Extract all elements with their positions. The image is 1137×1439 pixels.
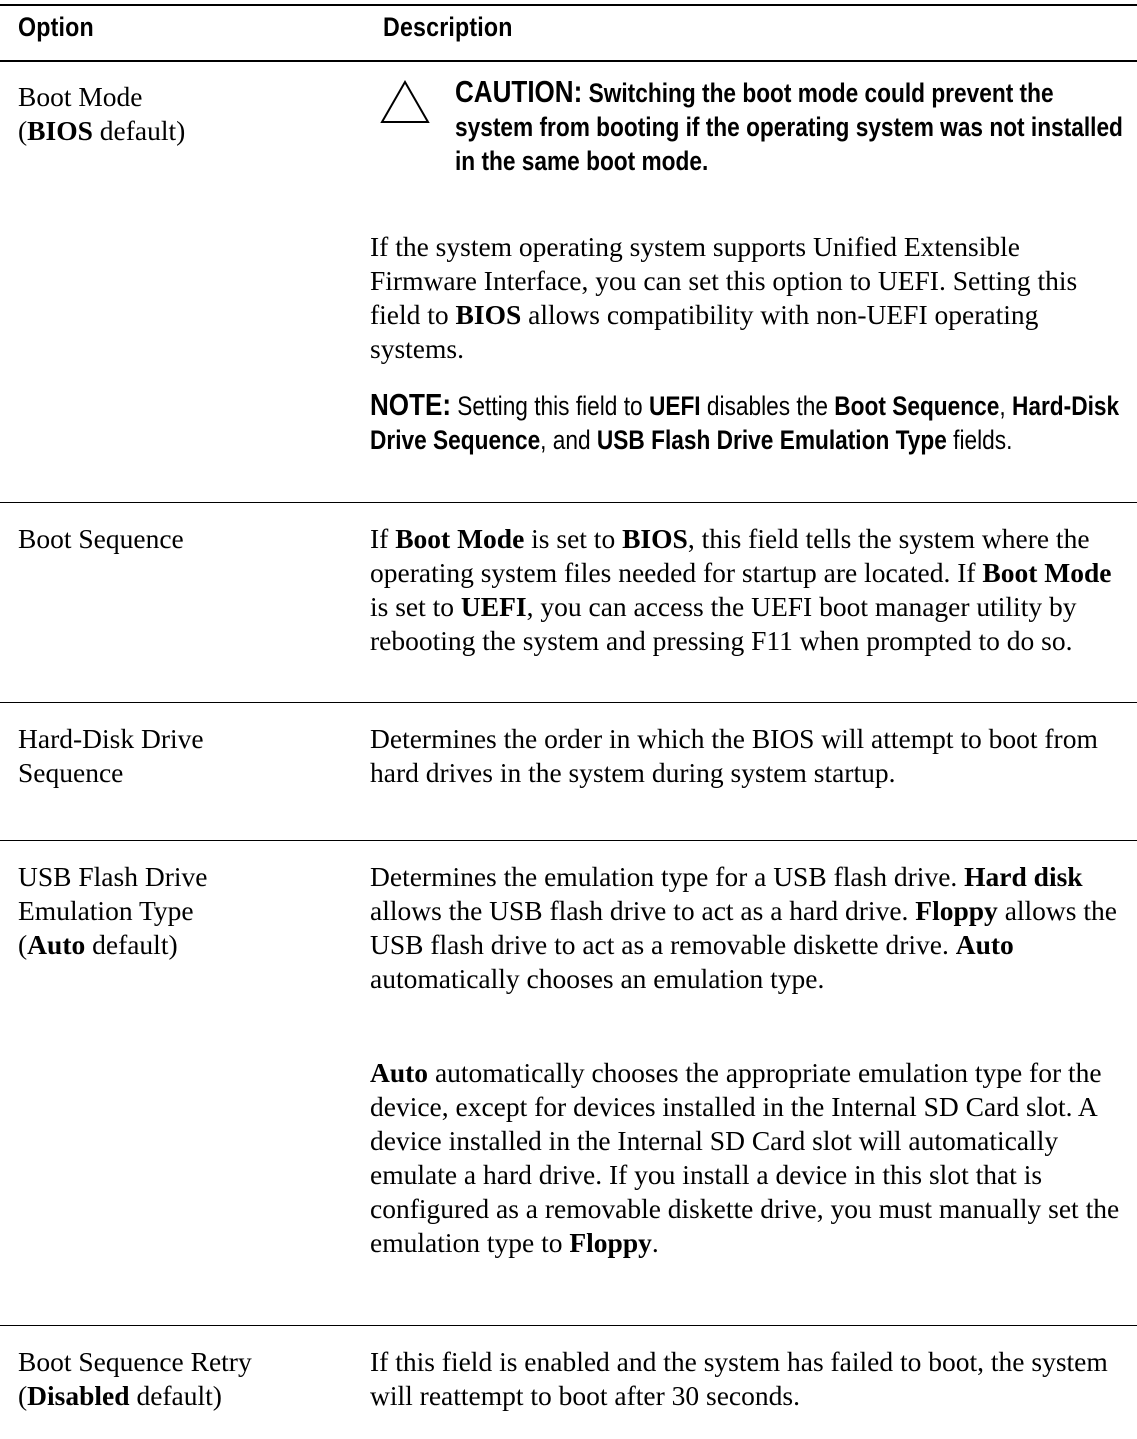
row-divider xyxy=(0,1325,1137,1326)
boot-mode-note: NOTE: Setting this field to UEFI disables the Boot Sequence, Hard-Disk Drive Sequence, and USB Flash Drive Emulation Type fields. xyxy=(370,387,1120,455)
option-boot-sequence xyxy=(18,522,358,556)
table-top-rule xyxy=(0,4,1137,6)
boot-sequence-description: If Boot Mode is set to BIOS, this field tells the system where the operating system files needed for startup are located. If Boot Mode is set to UEFI, you can access the UEFI boot manager utility by rebooting the system and pressing F11 when prompted to do so. xyxy=(370,523,1112,656)
option-hard-disk-drive-sequence xyxy=(18,722,358,790)
note-label: NOTE: xyxy=(370,387,452,422)
option-default: (BIOS default) xyxy=(18,115,186,146)
option-default: (Disabled default) xyxy=(18,1380,222,1411)
option-usb-flash-drive-emulation-type xyxy=(18,860,358,962)
option-name: Boot Sequence Retry xyxy=(18,1346,252,1377)
usb-emulation-description-1: Determines the emulation type for a USB flash drive. Hard disk allows the USB flash drive to act as a hard drive. Floppy allows the USB flash drive to act as a removable diskette drive. Auto automatically chooses an emulation type. xyxy=(370,861,1117,994)
option-boot-mode xyxy=(18,80,358,148)
option-name-line2: Emulation Type xyxy=(18,895,194,926)
boot-mode-description: If the system operating system supports Unified Extensible Firmware Interface, you can set this option to UEFI. Setting this field to BIOS allows compatibility with non-UEFI operating systems. xyxy=(370,231,1078,364)
row-divider xyxy=(0,702,1137,703)
row-divider xyxy=(0,840,1137,841)
row-divider xyxy=(0,502,1137,503)
option-name-line1: Hard-Disk Drive xyxy=(18,723,204,754)
caution-triangle-icon xyxy=(380,80,430,124)
column-header-option: Option xyxy=(18,12,94,42)
caution-label: CAUTION: xyxy=(455,74,583,109)
usb-emulation-description-2: Auto automatically chooses the appropriate emulation type for the device, except for devices installed in the Internal SD Card slot. A device installed in the Internal SD Card slot will automatically emulate a hard drive. If you install a device in this slot that is configured as a removable diskette drive, you must manually set the emulation type to Floppy. xyxy=(370,1057,1120,1258)
column-header-description: Description xyxy=(383,12,513,42)
option-default: (Auto default) xyxy=(18,929,178,960)
header-bottom-rule xyxy=(0,60,1137,62)
option-name-line2: Sequence xyxy=(18,757,124,788)
option-boot-sequence-retry xyxy=(18,1345,358,1413)
hdd-sequence-description: Determines the order in which the BIOS will attempt to boot from hard drives in the system during system startup. xyxy=(370,723,1098,788)
option-name: Boot Sequence xyxy=(18,523,184,554)
caution-text: Switching the boot mode could prevent the system from booting if the operating system was not installed in the same boot mode. xyxy=(455,78,1123,176)
option-name: Boot Mode xyxy=(18,81,143,112)
caution-notice xyxy=(455,75,1131,178)
boot-retry-description: If this field is enabled and the system has failed to boot, the system will reattempt to boot after 30 seconds. xyxy=(370,1346,1108,1411)
option-name-line1: USB Flash Drive xyxy=(18,861,208,892)
